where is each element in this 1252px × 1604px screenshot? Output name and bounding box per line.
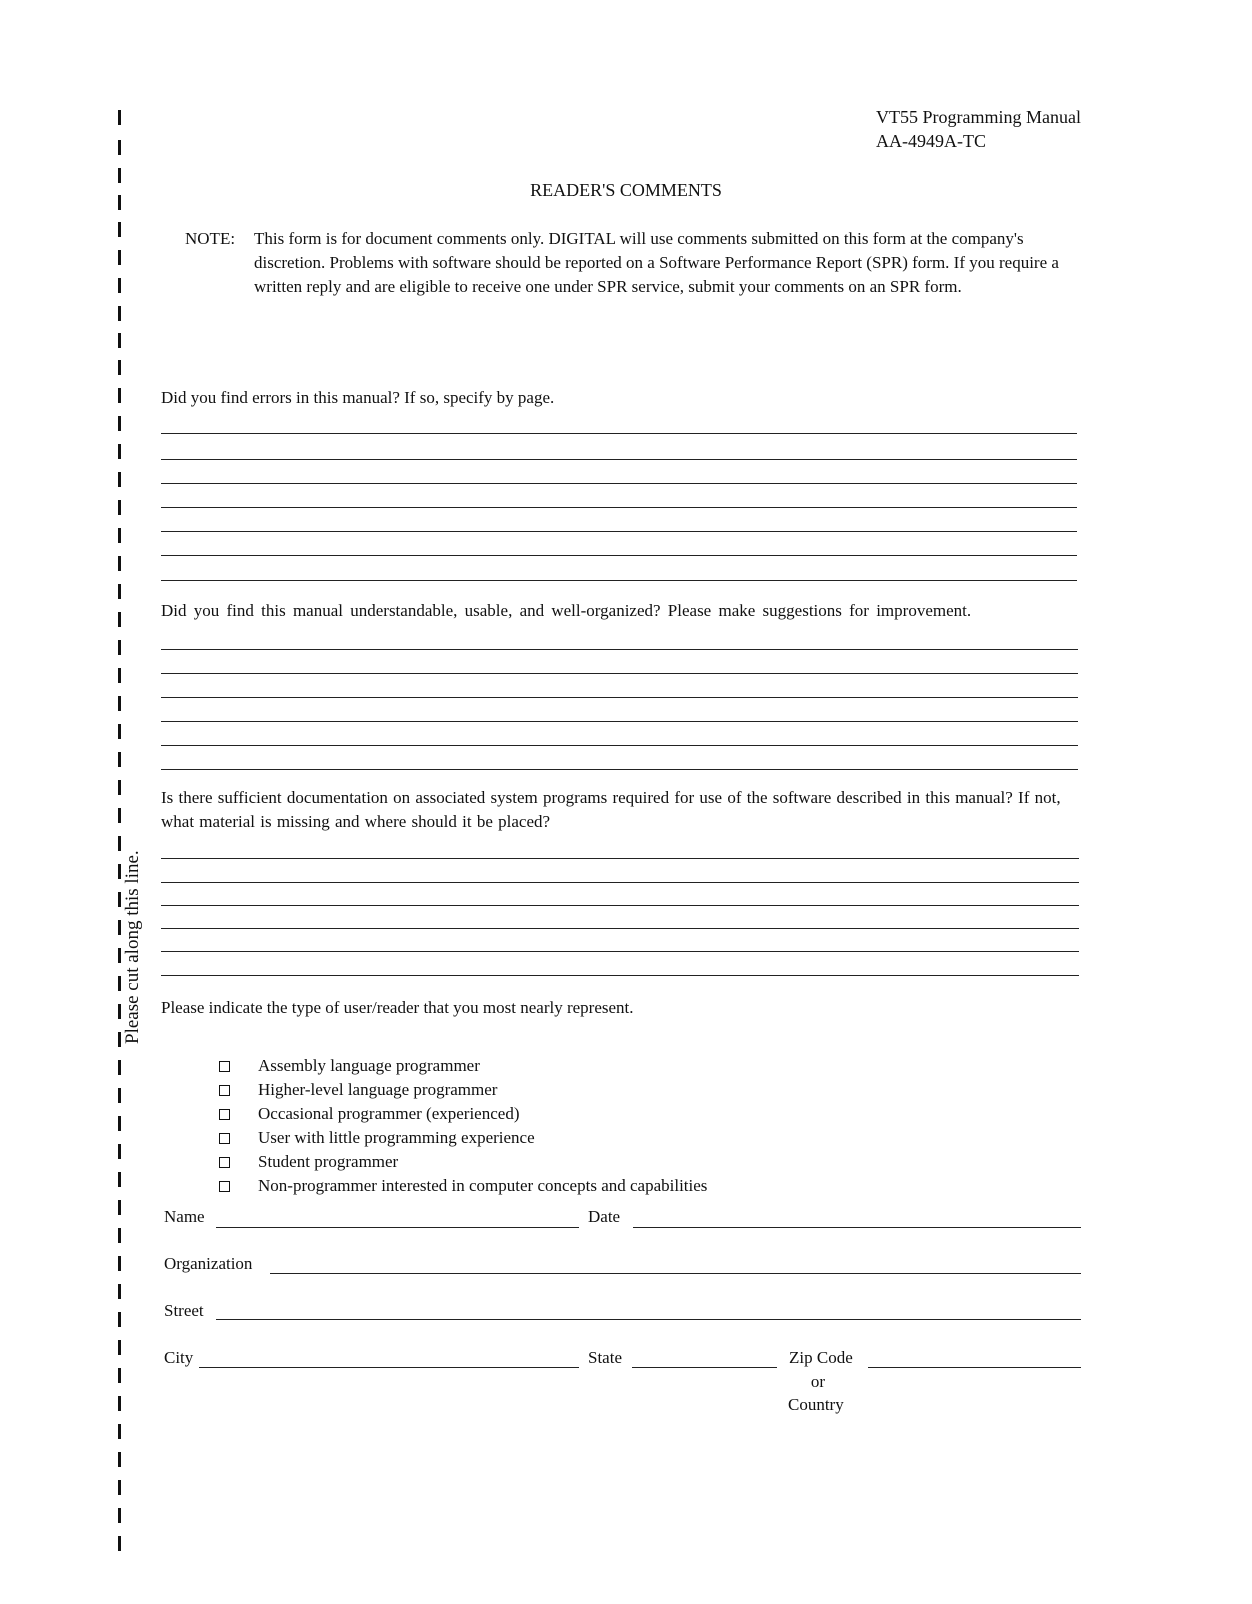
question-errors: Did you find errors in this manual? If so, specify by page.: [161, 388, 555, 407]
option-label: User with little programming experience: [258, 1128, 535, 1147]
organization-label: Organization: [164, 1254, 253, 1273]
city-label: City: [164, 1348, 194, 1367]
user-type-options: [219, 1054, 707, 1198]
street-label: Street: [164, 1301, 204, 1320]
option-non-programmer[interactable]: [219, 1174, 707, 1198]
checkbox[interactable]: [219, 1061, 230, 1072]
checkbox[interactable]: [219, 1109, 230, 1120]
or-label: or: [810, 1372, 826, 1391]
order-number: AA-4949A-TC: [876, 131, 986, 151]
name-field[interactable]: [216, 1227, 579, 1228]
state-label: State: [588, 1348, 622, 1367]
question-usability: Did you find this manual understandable, usable, and well-organized? Please make suggestions for improvement.: [161, 601, 972, 620]
option-label: Occasional programmer (experienced): [258, 1104, 520, 1123]
note-text: This form is for document comments only. DIGITAL will use comments submitted on this form at the company's discretion. Problems with software should be reported on a Software Performance Report (SPR) form. If you require a written reply and are eligible to receive one under SPR service, submit your comments on an SPR form.: [254, 229, 1059, 296]
date-label: Date: [588, 1207, 621, 1226]
checkbox[interactable]: [219, 1157, 230, 1168]
name-label: Name: [164, 1207, 205, 1226]
option-occasional[interactable]: [219, 1102, 707, 1126]
city-field[interactable]: [199, 1367, 579, 1368]
zip-label: Zip Code: [789, 1348, 853, 1367]
option-label: Student programmer: [258, 1152, 399, 1171]
organization-field[interactable]: [270, 1273, 1081, 1274]
checkbox[interactable]: [219, 1133, 230, 1144]
checkbox[interactable]: [219, 1181, 230, 1192]
option-higher-level[interactable]: [219, 1078, 707, 1102]
option-label: Assembly language programmer: [258, 1056, 480, 1075]
state-field[interactable]: [632, 1367, 777, 1368]
option-little-experience[interactable]: [219, 1126, 707, 1150]
checkbox[interactable]: [219, 1085, 230, 1096]
cut-line-label: Please cut along this line.: [122, 850, 143, 1044]
document-header: [876, 105, 1081, 153]
question-user-type: Please indicate the type of user/reader that you most nearly represent.: [161, 998, 634, 1017]
question-documentation: Is there sufficient documentation on associated system programs required for use of the software described in this manual? If not, what material is missing and where should it be placed?: [161, 788, 1061, 831]
option-label: Higher-level language programmer: [258, 1080, 498, 1099]
zip-field[interactable]: [868, 1367, 1081, 1368]
manual-title: VT55 Programming Manual: [876, 107, 1081, 127]
date-field[interactable]: [633, 1227, 1081, 1228]
country-label: Country: [788, 1395, 844, 1414]
option-label: Non-programmer interested in computer concepts and capabilities: [258, 1176, 708, 1195]
option-student[interactable]: [219, 1150, 707, 1174]
street-field[interactable]: [216, 1319, 1081, 1320]
note-label: NOTE:: [185, 229, 236, 248]
option-assembly[interactable]: [219, 1054, 707, 1078]
page-title: READER'S COMMENTS: [530, 180, 722, 200]
